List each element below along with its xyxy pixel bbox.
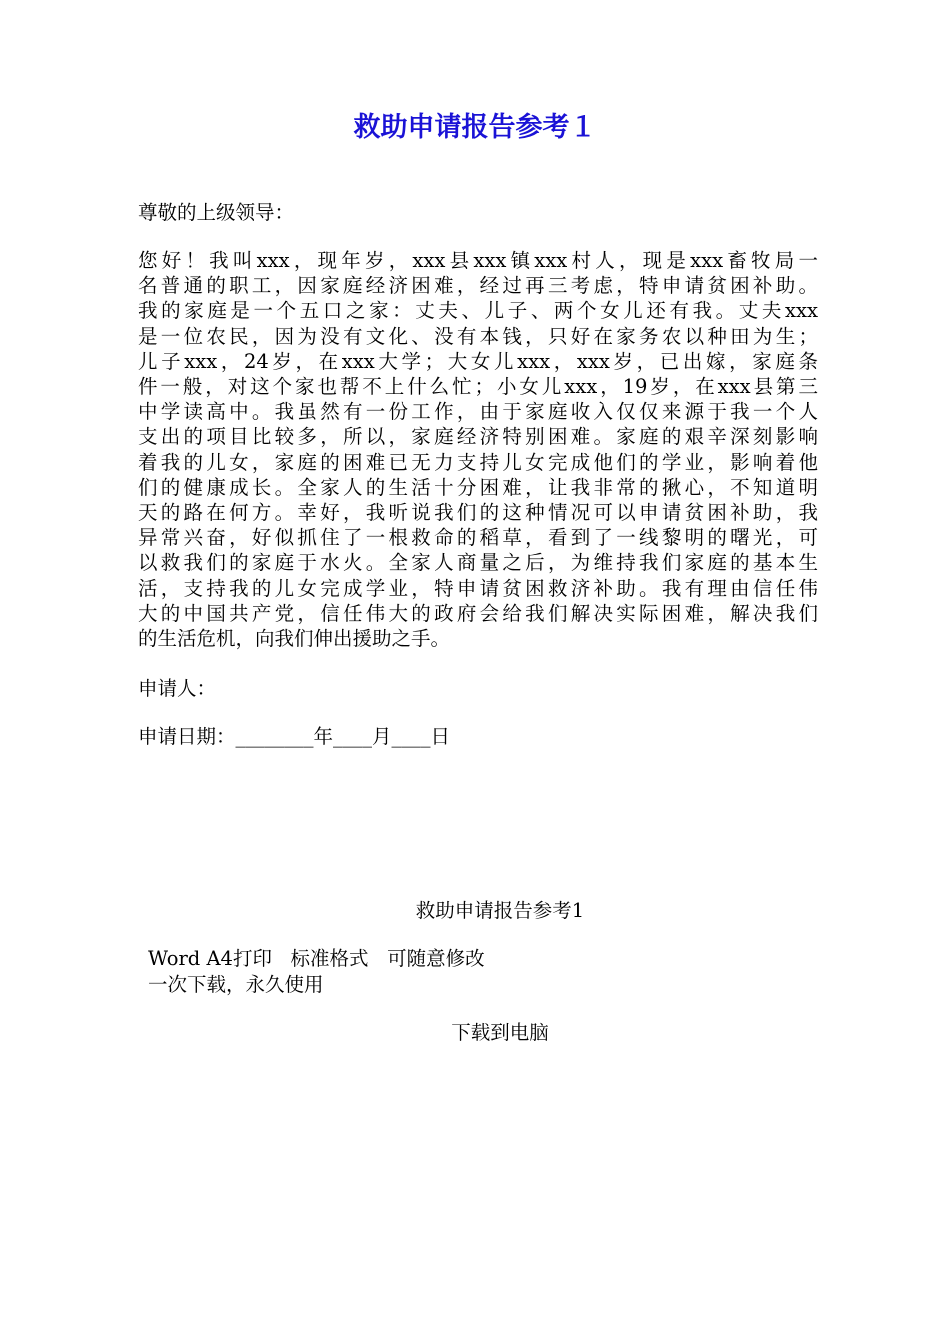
- body-line: 我的家庭是一个五口之家：丈夫、儿子、两个女儿还有我。丈夫xxx: [138, 299, 818, 323]
- body-line: 天的路在何方。幸好，我听说我们的这种情况可以申请贫困补助，我: [138, 501, 818, 525]
- body-line: 活，支持我的儿女完成学业，特申请贫困救济补助。我有理由信任伟: [138, 576, 818, 600]
- salutation: 尊敬的上级领导：: [138, 201, 295, 224]
- features-text: [148, 946, 485, 997]
- body-line: 名普通的职工，因家庭经济困难，经过再三考虑，特申请贫困补助。: [138, 274, 818, 298]
- download-link[interactable]: 下载到电脑: [451, 1021, 549, 1044]
- body-line: 中学读高中。我虽然有一份工作，由于家庭收入仅仅来源于我一个人: [138, 400, 818, 424]
- body-line: 儿子xxx，24岁，在xxx大学；大女儿xxx，xxx岁，已出嫁，家庭条: [138, 349, 818, 373]
- body-line: 支出的项目比较多，所以，家庭经济特别困难。家庭的艰辛深刻影响: [138, 425, 818, 449]
- features-line-1: Word A4打印 标准格式 可随意修改: [148, 947, 485, 970]
- footer-title: 救助申请报告参考1: [415, 899, 585, 922]
- applicant-label: 申请人：: [138, 677, 217, 700]
- page-title: 救助申请报告参考１: [353, 112, 597, 143]
- body-line: 以救我们的家庭于水火。全家人商量之后，为维持我们家庭的基本生: [138, 551, 818, 575]
- body-line: 您好！我叫xxx，现年岁，xxx县xxx镇xxx村人，现是xxx畜牧局一: [138, 249, 818, 272]
- features-line-2: 一次下载，永久使用: [148, 972, 324, 996]
- body-line: 大的中国共产党，信任伟大的政府会给我们解决实际困难，解决我们: [138, 601, 818, 625]
- body-line: 着我的儿女，家庭的困难已无力支持儿女完成他们的学业，影响着他: [138, 450, 818, 474]
- body-line: 件一般，对这个家也帮不上什么忙；小女儿xxx，19岁，在xxx县第三: [138, 375, 818, 399]
- body-line: 是一位农民，因为没有文化、没有本钱，只好在家务农以种田为生；: [138, 324, 818, 348]
- apply-date-line: 申请日期：________年____月____日: [138, 725, 451, 748]
- body-line: 异常兴奋，好似抓住了一根救命的稻草，看到了一线黎明的曙光，可: [138, 526, 818, 550]
- body-paragraph: [138, 248, 818, 651]
- body-line: 的生活危机，向我们伸出援助之手。: [138, 627, 451, 651]
- body-line: 们的健康成长。全家人的生活十分困难，让我非常的揪心，不知道明: [138, 475, 818, 499]
